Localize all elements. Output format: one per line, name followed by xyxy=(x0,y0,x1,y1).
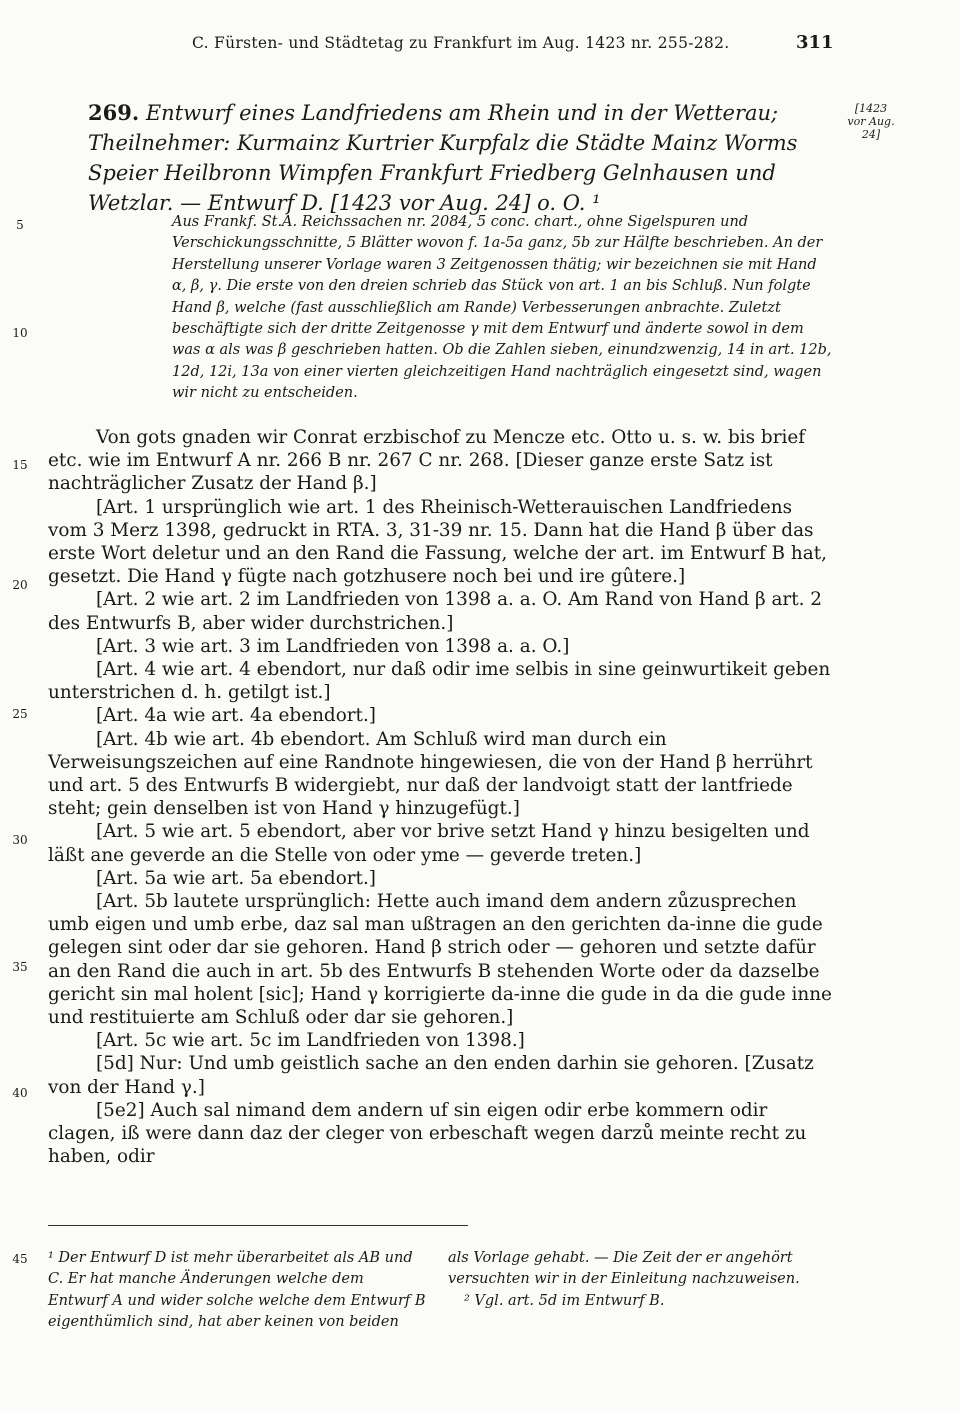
margin-date: [1423 vor Aug. 24] xyxy=(847,102,895,141)
line-number: 30 xyxy=(12,833,28,847)
footnote-1-continued: als Vorlage gehabt. — Die Zeit der er angehört versuchten wir in der Einleitung nachzuweisen. xyxy=(448,1250,800,1288)
line-number: 35 xyxy=(12,960,28,974)
line-number: 5 xyxy=(16,218,24,232)
paragraph: [Art. 5c wie art. 5c im Landfrieden von 1398.] xyxy=(96,1030,525,1052)
footnote-right xyxy=(448,1248,832,1312)
line-number: 45 xyxy=(12,1252,28,1266)
running-title: C. Fürsten- und Städtetag zu Frankfurt im Aug. 1423 nr. 255-282. xyxy=(192,34,730,52)
line-number: 40 xyxy=(12,1086,28,1100)
paragraph: [5d] Nur: Und umb geistlich sache an den enden darhin sie gehoren. [Zusatz von der Hand γ.] xyxy=(48,1053,814,1098)
paragraph: [Art. 4a wie art. 4a ebendort.] xyxy=(96,705,376,727)
line-number: 15 xyxy=(12,458,28,472)
section-title: Entwurf eines Landfriedens am Rhein und in der Wetterau; Theilnehmer: Kurmainz Kurtrier Kurpfalz die Städte Mainz Worms Speier Heilbronn Wimpfen Frankfurt Friedberg Gelnhausen und Wetzlar. — Entwurf D. [1423 vor Aug. 24] o. O. ¹ xyxy=(88,101,798,215)
footnote-divider xyxy=(48,1225,468,1226)
line-number: 20 xyxy=(12,578,28,592)
paragraph: [Art. 4b wie art. 4b ebendort. Am Schluß wird man durch ein Verweisungszeichen auf eine Randnote hingewiesen, die von der Hand β herrührt und art. 5 des Entwurfs B widergiebt, nur daß der landvoigt statt der lantfriede steht; gein denselben ist von Hand γ hinzugefügt.] xyxy=(48,728,813,820)
edition-text xyxy=(48,426,832,1169)
paragraph: [Art. 3 wie art. 3 im Landfrieden von 1398 a. a. O.] xyxy=(96,635,570,657)
paragraph: [Art. 1 ursprünglich wie art. 1 des Rheinisch-Wetterauischen Landfriedens vom 3 Merz 1398, gedruckt in RTA. 3, 31-39 nr. 15. Dann hat die Hand β über das erste Wort deletur und an den Rand die Fassung, welche der art. im Entwurf B hat, gesetzt. Die Hand γ fügte nach gotzhusere noch bei und ire gûtere.] xyxy=(48,496,827,588)
paragraph: [Art. 5b lautete ursprünglich: Hette auch imand dem andern zůzusprechen umb eigen und umb erbe, daz sal man ußtragen an den gerichten da-inne die gude gelegen sint oder dar sie gehoren. Hand β strich oder — gehoren und setzte dafür an den Rand die auch in art. 5b des Entwurfs B stehenden Worte oder da dazselbe gericht sin mal holent [sic]; Hand γ korrigierte da-inne die gude in da die gude inne und restituierte am Schluß oder dar sie gehoren.] xyxy=(48,891,832,1029)
footnote-1: ¹ Der Entwurf D ist mehr überarbeitet als AB und C. Er hat manche Änderungen welche dem Entwurf A und wider solche welche dem Entwurf B eigenthümlich sind, hat aber keinen von beiden xyxy=(48,1250,426,1331)
paragraph: [Art. 5a wie art. 5a ebendort.] xyxy=(96,867,376,889)
source-note: Aus Frankf. St.A. Reichssachen nr. 2084, 5 conc. chart., ohne Sigelspuren und Verschickungsschnitte, 5 Blätter wovon f. 1a-5a ganz, 5b zur Hälfte beschrieben. An der Herstellung unserer Vorlage waren 3 Zeitgenossen thätig; wir bezeichnen sie mit Hand α, β, γ. Die erste von den dreien schrieb das Stück von art. 1 an bis Schluß. Nun folgte Hand β, welche (fast ausschließlich am Rande) Verbesserungen anbrachte. Zuletzt beschäftigte sich der dritte Zeitgenosse γ mit dem Entwurf und änderte sowol in dem was α als was β geschrieben hatten. Ob die Zahlen sieben, einundzwenzig, 14 in art. 12b, 12d, 12i, 13a von einer vierten gleichzeitigen Hand nachträglich eingesetzt sind, wagen wir nicht zu entscheiden. xyxy=(172,214,832,402)
section-heading xyxy=(88,98,848,218)
paragraph: [Art. 2 wie art. 2 im Landfrieden von 1398 a. a. O. Am Rand von Hand β art. 2 des Entwurfs B, aber wider durchstrichen.] xyxy=(48,589,822,634)
page-number: 311 xyxy=(796,32,834,53)
line-number: 10 xyxy=(12,326,28,340)
footnote-2: ² Vgl. art. 5d im Entwurf B. xyxy=(464,1292,665,1309)
section-number: 269. xyxy=(88,100,140,125)
paragraph: Von gots gnaden wir Conrat erzbischof zu Mencze etc. Otto u. s. w. bis brief etc. wie im Entwurf A nr. 266 B nr. 267 C nr. 268. [Dieser ganze erste Satz ist nachträglicher Zusatz der Hand β.] xyxy=(48,427,806,495)
paragraph: [5e2] Auch sal nimand dem andern uf sin eigen odir erbe kommern odir clagen, iß were dann daz der cleger von erbeschaft wegen darzů meinte recht zu haben, odir xyxy=(48,1099,807,1168)
paragraph: [Art. 5 wie art. 5 ebendort, aber vor brive setzt Hand γ hinzu besigelten und läßt ane geverde an die Stelle von oder yme — geverde treten.] xyxy=(48,821,810,866)
line-number: 25 xyxy=(12,707,28,721)
paragraph: [Art. 4 wie art. 4 ebendort, nur daß odir ime selbis in sine geinwurtikeit geben unterstrichen d. h. getilgt ist.] xyxy=(48,659,831,704)
